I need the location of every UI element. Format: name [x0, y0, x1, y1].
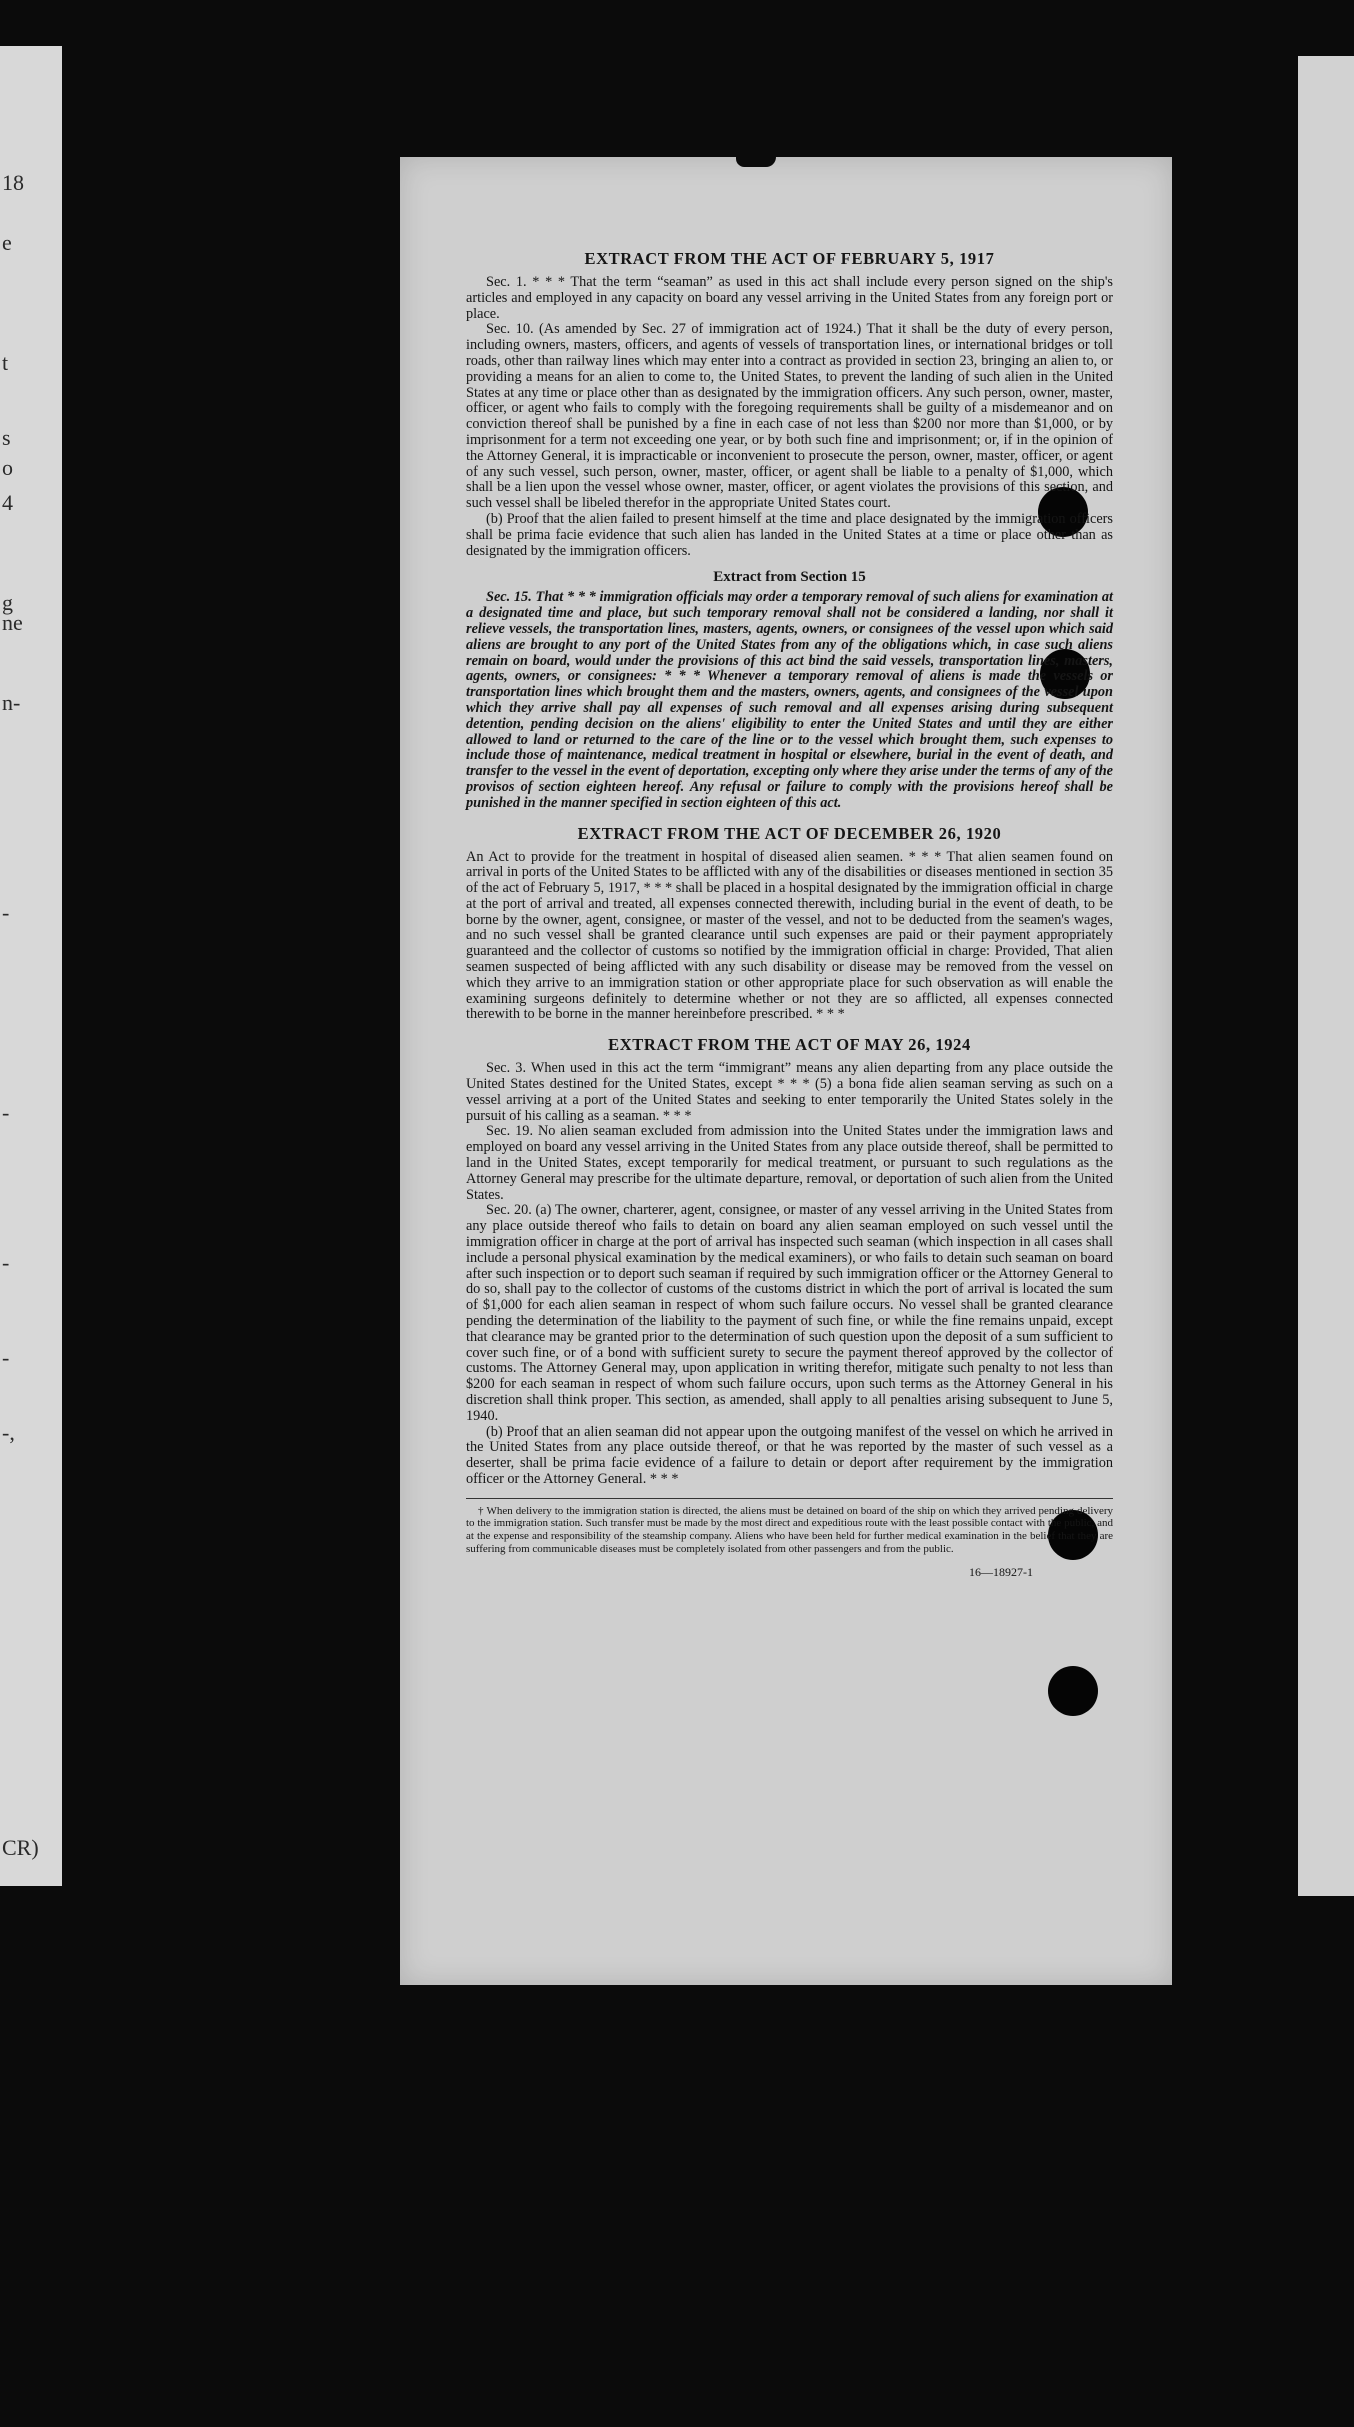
strip-fragment: t	[2, 350, 9, 375]
heading-act-1920: EXTRACT FROM THE ACT OF DECEMBER 26, 1920	[577, 823, 1002, 843]
strip-fragment: ne	[2, 610, 23, 635]
strip-fragment: -	[2, 1345, 10, 1370]
strip-fragment: CR)	[2, 1835, 39, 1860]
adjacent-page-strip-right	[1298, 56, 1354, 1896]
strip-fragment: g	[2, 590, 13, 615]
strip-fragment: e	[2, 230, 12, 255]
section-3: Sec. 3. When used in this act the term “immigrant” means any alien departing from any place outside the United States destined for the United States, except * * * (5) a bona fide alien seaman serving as such on a vessel arriving at a port of the United States and seeking to enter temporarily the United States solely in the pursuit of his calling as a seaman. * * *	[466, 1060, 1113, 1124]
strip-fragment: -	[2, 1250, 10, 1275]
section-10b: (b) Proof that the alien failed to present himself at the time and place designated by the immigration officers shall be prima facie evidence that such alien has landed in the United States at a time or place other than as designated by the immigration officers.	[466, 510, 1113, 559]
footnote-divider	[466, 1498, 1113, 1499]
heading-act-1924: EXTRACT FROM THE ACT OF MAY 26, 1924	[608, 1035, 971, 1055]
strip-fragment: -	[2, 1100, 10, 1125]
footnote: † When delivery to the immigration station is directed, the aliens must be detained on board of the ship on which they arrived pending delivery to the immigration station. Such transfer must be made by the most direct and expeditious route with the least possible contact with the public, and at the expense and responsibility of the steamship company. Aliens who have been held for further medical examination in the belief that they are suffering from communicable diseases must be completely isolated from other passengers and from the public.	[466, 1504, 1113, 1555]
section-19: Sec. 19. No alien seaman excluded from admission into the United States under the immigration laws and employed on board any vessel arriving in the United States from any place outside thereof, shall be permitted to land in the United States, except temporarily for medical treatment, or pursuant to such regulations as the Attorney General may prescribe for the ultimate departure, removal, or deportation of such alien from the United States.	[466, 1123, 1113, 1203]
page-tear	[736, 157, 776, 167]
strip-fragment: 18	[2, 170, 24, 195]
strip-fragment: n-	[2, 690, 21, 715]
act-1920-text: An Act to provide for the treatment in hospital of diseased alien seamen. * * * That alien seamen found on arrival in ports of the United States to be afflicted with any of the disabilities or diseases mentioned in section 35 of the act of February 5, 1917, * * * shall be placed in a hospital designated by the immigration official in charge at the port of arrival and treated, all expenses connected therewith, including burial in the event of death, to be borne by the owner, agent, consignee, or master of the vessel, and not to be deducted from the seamen's wages, and no such vessel shall be granted clearance until such expenses are paid or their payment appropriately guaranteed and the collector of customs so notified by the immigration official in charge: Provided, That alien seamen suspected of being afflicted with any such disability or disease may be removed from the vessel on which they arrive to an immigration station or other appropriate place for such observation as will enable the examining surgeons definitely to determine whether or not they are so afflicted, all expenses connected therewith to be borne in the manner hereinbefore prescribed. * * *	[466, 848, 1113, 1023]
strip-fragment: 4	[2, 490, 13, 515]
punch-hole	[1048, 1666, 1098, 1716]
form-number: 16—18927-1	[969, 1565, 1033, 1580]
adjacent-page-strip	[0, 46, 62, 1886]
subheading-section-15: Extract from Section 15	[713, 569, 866, 586]
strip-fragment: s	[2, 425, 11, 450]
section-20a: Sec. 20. (a) The owner, charterer, agent, consignee, or master of any vessel arriving in the United States from any place outside thereof who fails to detain on board any alien seaman employed on such vessel until the immigration officer in charge at the port of arrival has inspected such seaman (which inspection in all cases shall include a personal physical examination by the medical examiners), or who fails to detain such seaman on board after such inspection or to deport such seaman if required by such immigration officer or the Attorney General to do so, shall pay to the collector of customs of the customs district in which the port of arrival is located the sum of $1,000 for each alien seaman in respect of whom such failure occurs. No vessel shall be granted clearance pending the determination of the liability to the payment of such fine, or while the fine remains unpaid, except that clearance may be granted prior to the determination of such question upon the deposit of a sum sufficient to cover such fine, or of a bond with sufficient surety to secure the payment thereof approved by the collector of customs. The Attorney General may, upon application in writing therefor, mitigate such penalty to not less than $200 for each seaman in respect of whom such failure occurs, upon such terms as the Attorney General in his discretion shall think proper. This section, as amended, shall apply to all penalties arising subsequent to June 5, 1940.	[466, 1202, 1113, 1424]
section-15: Sec. 15. That * * * immigration officials may order a temporary removal of such aliens for examination at a designated time and place, but such temporary removal shall not be considered a landing, nor shall it relieve vessels, the transportation lines, masters, agents, owners, or consignees of the vessel upon which said aliens are brought to any port of the United States from any of the obligations which, in case such aliens remain on board, would under the provisions of this act bind the said vessels, transportation lines, masters, agents, owners, or consignees: * * * Whenever a temporary removal of aliens is made the vessels or transportation lines which brought them and the masters, owners, agents, and consignees of the vessel upon which they arrive shall pay all expenses of such removal and all expenses arising during subsequent detention, pending decision on the aliens' eligibility to enter the United States and until they are either allowed to land or returned to the care of the line or to the vessel which brought them, such expenses to include those of maintenance, medical treatment in hospital or elsewhere, burial in the event of death, and transfer to the vessel in the event of deportation, excepting only where they arise under the terms of any of the provisos of section eighteen hereof. Any refusal or failure to comply with the provisions hereof shall be punished in the manner specified in section eighteen of this act.	[466, 589, 1113, 811]
section-10: Sec. 10. (As amended by Sec. 27 of immigration act of 1924.) That it shall be the duty of every person, including owners, masters, officers, and agents of vessels of transportation lines, or international bridges or toll roads, other than railway lines which may enter into a contract as provided in section 23, bringing an alien to, or providing a means for an alien to come to, the United States, to prevent the landing of such alien in the United States at any time or place other than as designated by the immigration officers. Any such person, owner, master, officer, or agent who fails to comply with the foregoing requirements shall be guilty of a misdemeanor and on conviction thereof shall be punished by a fine in each case of not less than $200 nor more than $1,000, or by imprisonment for a term not exceeding one year, or by both such fine and imprisonment; or, if in the opinion of the Attorney General, it is impracticable or inconvenient to prosecute the person, owner, master, officer, or agent of any such vessel, such person, owner, master, officer, or agent shall be liable to a penalty of $1,000, which shall be a lien upon the vessel whose owner, master, officer, or agent violates the provisions of this section, and such vessel shall be libeled therefor in the appropriate United States court.	[466, 321, 1113, 512]
section-1: Sec. 1. * * * That the term “seaman” as used in this act shall include every person signed on the ship's articles and employed in any capacity on board any vessel arriving in the United States from any foreign port or place.	[466, 274, 1113, 322]
strip-fragment: -,	[2, 1420, 15, 1445]
strip-fragment: -	[2, 900, 10, 925]
document-page	[400, 157, 1172, 1985]
heading-act-1917: EXTRACT FROM THE ACT OF FEBRUARY 5, 1917	[584, 249, 995, 268]
section-20b: (b) Proof that an alien seaman did not appear upon the outgoing manifest of the vessel on which he arrived in the United States from any place outside thereof, or that he was reported by the master of such vessel as a deserter, shall be prima facie evidence of a failure to detain or deport after requirement by the immigration officer or the Attorney General. * * *	[466, 1423, 1113, 1487]
document-body	[466, 249, 1113, 1580]
strip-fragment: o	[2, 455, 13, 480]
